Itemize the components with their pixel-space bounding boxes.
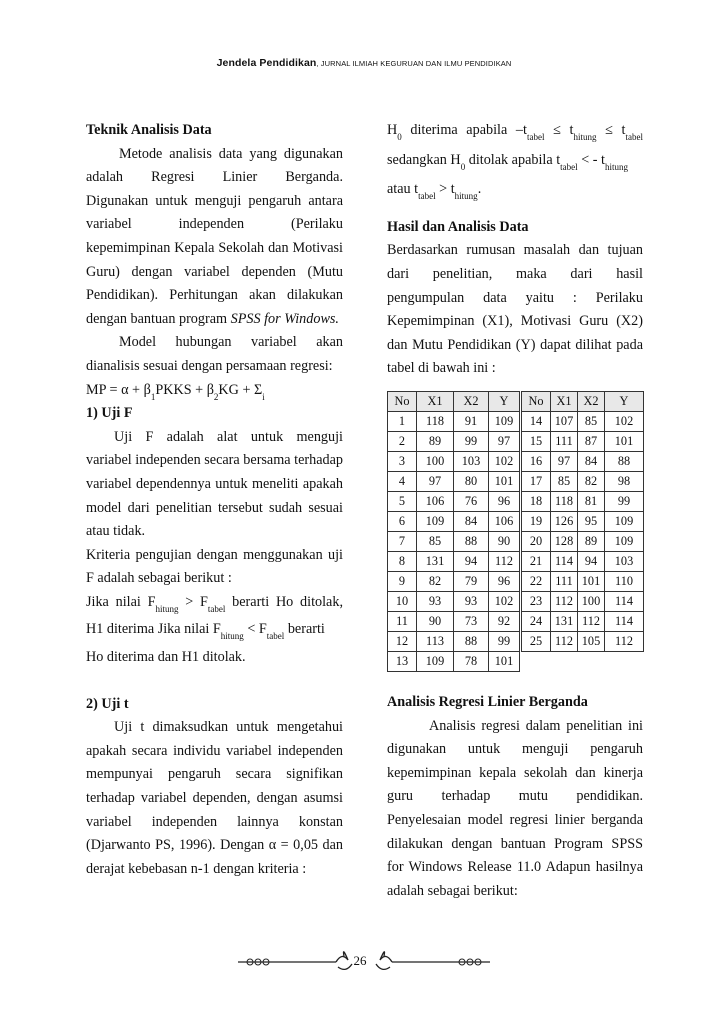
table-row [522,412,644,432]
table-cell: 88 [454,532,489,552]
table-cell: 90 [489,532,520,552]
table-cell: 118 [417,412,454,432]
table-cell: 88 [605,452,644,472]
table-row [522,472,644,492]
table-cell: 20 [522,532,551,552]
table-cell: 89 [578,532,605,552]
table-row [388,412,520,432]
table-cell: 106 [417,492,454,512]
spacer [86,670,343,693]
r2-sub1: tabel [560,161,578,172]
table-cell: 85 [417,532,454,552]
table-cell: 118 [551,492,578,512]
table-cell: 100 [578,592,605,612]
table-cell: 94 [454,552,489,572]
table-cell: 112 [578,612,605,632]
table-row [522,532,644,552]
para-model: Model hubungan variabel akan dianalisis sesuai dengan persamaan regresi: [86,334,343,374]
table-row [522,552,644,572]
table-cell: 78 [454,652,489,672]
table-cell: 93 [417,592,454,612]
heading-teknik-analisis: Teknik Analisis Data [86,122,212,138]
eq-sub-3: i [262,391,265,402]
table-cell: 24 [522,612,551,632]
table-cell: 109 [417,652,454,672]
table-cell: 126 [551,512,578,532]
table-cell: 89 [417,432,454,452]
table-cell: 97 [551,452,578,472]
table-row [388,492,520,512]
r2-a: sedangkan H [387,151,461,168]
table-cell: 82 [578,472,605,492]
f2-a: H1 diterima Jika nilai F [86,621,221,638]
f1-sub2: tabel [207,603,226,614]
table-cell: 76 [454,492,489,512]
table-cell: 84 [578,452,605,472]
table-cell: 85 [551,472,578,492]
col-y: Y [489,392,520,412]
table-header-row [522,392,644,412]
table-cell: 88 [454,632,489,652]
right-column [387,119,643,381]
table-cell: 17 [522,472,551,492]
table-cell: 112 [551,592,578,612]
para-kriteria: Kriteria pengujian dengan menggunakan uji F adalah sebagai berikut : [86,546,343,587]
table-cell: 96 [489,492,520,512]
table-row [522,492,644,512]
f1-c: berarti Ho ditolak, [225,593,343,610]
journal-header [0,57,728,69]
table-cell: 91 [454,412,489,432]
table-cell: 9 [388,572,417,592]
r2-c: < - t [577,151,605,168]
col-no: No [388,392,417,412]
table-cell: 73 [454,612,489,632]
f2-c: berarti [284,621,325,638]
table-cell: 11 [388,612,417,632]
para-metode-text: Digunakan untuk menguji pengaruh antara variabel independen (Perilaku kepemimpinan Kepala Sekolah dan Motivasi Guru) dengan variabel dependen (Mutu Pendidikan). Perhitungan akan dilakukan dengan bantuan program [86,192,343,327]
f2-b: < F [243,621,267,638]
table-cell: 80 [454,472,489,492]
table-cell: 15 [522,432,551,452]
para-analisis-regresi: Analisis regresi dalam penelitian ini digunakan untuk menguji pengaruh kepemimpinan kepala sekolah dan kinerja guru terhadap mutu pendidikan. Penyelesaian model regresi linier berganda dilakukan dengan bantuan Program SPSS for Windows Release 11.0 Adapun hasilnya adalah sebagai berikut: [387,717,643,899]
table-row [388,652,520,672]
table-cell: 102 [489,452,520,472]
col-x2: X2 [454,392,489,412]
table-cell: 101 [578,572,605,592]
t-criterion-3 [387,178,643,202]
table-cell: 90 [417,612,454,632]
table-cell: 85 [578,412,605,432]
eq-sub-1: 1 [150,391,156,402]
table-cell: 19 [522,512,551,532]
t-criterion-1 [387,119,643,143]
col-no: No [522,392,551,412]
col-x2: X2 [578,392,605,412]
spss-italic: SPSS for Windows. [230,310,339,327]
table-cell: 22 [522,572,551,592]
f-criterion-3: Ho diterima dan H1 ditolak. [86,649,246,666]
table-cell: 128 [551,532,578,552]
table-row [522,592,644,612]
data-table-1 [387,391,520,672]
para-metode-rest [86,190,343,332]
col-x1: X1 [551,392,578,412]
table-row [388,432,520,452]
table-cell: 16 [522,452,551,472]
table-cell: 98 [605,472,644,492]
journal-name: Jendela Pendidikan [216,57,317,69]
table-cell: 103 [605,552,644,572]
r1-b: diterima apabila –t [401,122,527,138]
table-cell: 102 [605,412,644,432]
para-metode-line1: Metode analisis data yang digunakan [119,145,343,162]
table-cell: 109 [605,512,644,532]
table-cell: 87 [578,432,605,452]
eq-part-c: KG + Σ [218,381,263,398]
table-cell: 96 [489,572,520,592]
r2-sub0: 0 [460,161,466,172]
eq-sub-2: 2 [213,391,219,402]
heading-hasil: Hasil dan Analisis Data [387,218,529,235]
f-criterion-2 [86,618,343,642]
eq-part-b: PKKS + β [155,381,214,398]
r1-sub0: 0 [397,132,402,142]
t-criterion-2 [387,149,643,173]
f1-b: > F [178,593,208,610]
data-table-2 [521,391,644,652]
r3-sub1: tabel [418,191,436,202]
page-number: 26 [353,953,367,968]
table-cell: 92 [489,612,520,632]
table-header-row [388,392,520,412]
table-cell: 21 [522,552,551,572]
table-cell: 7 [388,532,417,552]
table-row [522,632,644,652]
table-cell: 81 [578,492,605,512]
heading-uji-f: 1) Uji F [86,405,133,422]
table-cell: 14 [522,412,551,432]
left-column [86,119,343,881]
table-cell: 107 [551,412,578,432]
table-row [388,572,520,592]
r1-sub1: tabel [526,132,545,142]
table-cell: 112 [551,632,578,652]
table-row [388,532,520,552]
f-criterion-1 [86,591,343,615]
table-cell: 99 [489,632,520,652]
table-cell: 3 [388,452,417,472]
table-cell: 109 [605,532,644,552]
r1-a: H [387,122,398,138]
table-cell: 97 [489,432,520,452]
r2-b: ditolak apabila t [465,151,561,168]
table-cell: 111 [551,572,578,592]
f1-a: Jika nilai F [86,593,156,610]
table-cell: 113 [417,632,454,652]
eq-part-a: MP = α + β [86,381,151,398]
table-cell: 105 [578,632,605,652]
r3-a: atau t [387,181,419,198]
table-cell: 2 [388,432,417,452]
table-cell: 99 [454,432,489,452]
table-cell: 109 [417,512,454,532]
r2-sub2: hitung [604,161,628,172]
table-cell: 102 [489,592,520,612]
table-cell: 103 [454,452,489,472]
table-cell: 5 [388,492,417,512]
f2-sub2: tabel [266,631,285,642]
r3-sub2: hitung [454,191,478,202]
table-cell: 101 [489,652,520,672]
r1-c: ≤ t [544,122,574,138]
table-cell: 82 [417,572,454,592]
table-row [522,512,644,532]
table-row [388,452,520,472]
table-row [388,612,520,632]
para-uji-f: Uji F adalah alat untuk menguji variabel independen secara bersama terhadap variabel dependennya untuk meneliti apakah model dari penelitian tersebut sudah sesuai atau tidak. [86,428,343,540]
table-cell: 25 [522,632,551,652]
table-row [522,452,644,472]
table-cell: 101 [605,432,644,452]
r1-sub2: hitung [573,132,597,142]
table-cell: 93 [454,592,489,612]
heading-uji-t: 2) Uji t [86,695,129,712]
table-cell: 6 [388,512,417,532]
table-cell: 1 [388,412,417,432]
table-row [388,552,520,572]
heading-analisis-regresi: Analisis Regresi Linier Berganda [387,694,588,710]
table-cell: 79 [454,572,489,592]
col-x1: X1 [417,392,454,412]
table-cell: 97 [417,472,454,492]
table-cell: 8 [388,552,417,572]
regression-equation [86,379,343,403]
table-row [522,432,644,452]
table-cell: 94 [578,552,605,572]
table-row [522,612,644,632]
table-cell: 111 [551,432,578,452]
r1-d: ≤ t [596,122,626,138]
table-cell: 13 [388,652,417,672]
right-column-lower [387,691,643,903]
table-cell: 131 [551,612,578,632]
table-cell: 100 [417,452,454,472]
f1-sub1: hitung [155,603,179,614]
table-cell: 106 [489,512,520,532]
table-row [522,572,644,592]
table-cell: 101 [489,472,520,492]
table-cell: 114 [605,612,644,632]
table-row [388,592,520,612]
table-row [388,632,520,652]
table-cell: 12 [388,632,417,652]
r3-b: > t [435,181,455,198]
table-cell: 110 [605,572,644,592]
table-cell: 99 [605,492,644,512]
table-cell: 4 [388,472,417,492]
journal-subtitle: , JURNAL ILMIAH KEGURUAN DAN ILMU PENDIDIKAN [316,59,512,68]
r3-c: . [477,181,482,198]
table-cell: 112 [605,632,644,652]
table-cell: 10 [388,592,417,612]
table-cell: 23 [522,592,551,612]
table-row [388,512,520,532]
para-hasil: Berdasarkan rumusan masalah dan tujuan dari penelitian, maka dari hasil pengumpulan data yaitu : Perilaku Kepemimpinan (X1), Motivasi Guru (X2) dan Mutu Pendidikan (Y) dapat dilihat pada tabel di bawah ini : [387,242,643,377]
table-cell: 114 [605,592,644,612]
r1-sub3: tabel [625,132,643,142]
table-cell: 114 [551,552,578,572]
table-cell: 131 [417,552,454,572]
para-metode-line2: adalah Regresi Linier Berganda. [86,169,343,186]
table-cell: 84 [454,512,489,532]
table-cell: 112 [489,552,520,572]
f2-sub1: hitung [220,631,244,642]
para-uji-t: Uji t dimaksudkan untuk mengetahui apakah secara individu variabel independen mempunyai pengaruh secara signifikan terhadap variabel dependen, dengan asumsi variabel independen lainnya konstan (Djarwanto PS, 1996). Dengan α = 0,05 dan derajat kebebasan n-1 dengan kriteria : [86,719,343,877]
table-cell: 18 [522,492,551,512]
table-cell: 109 [489,412,520,432]
table-row [388,472,520,492]
col-y: Y [605,392,644,412]
table-cell: 95 [578,512,605,532]
spacer [387,202,643,216]
